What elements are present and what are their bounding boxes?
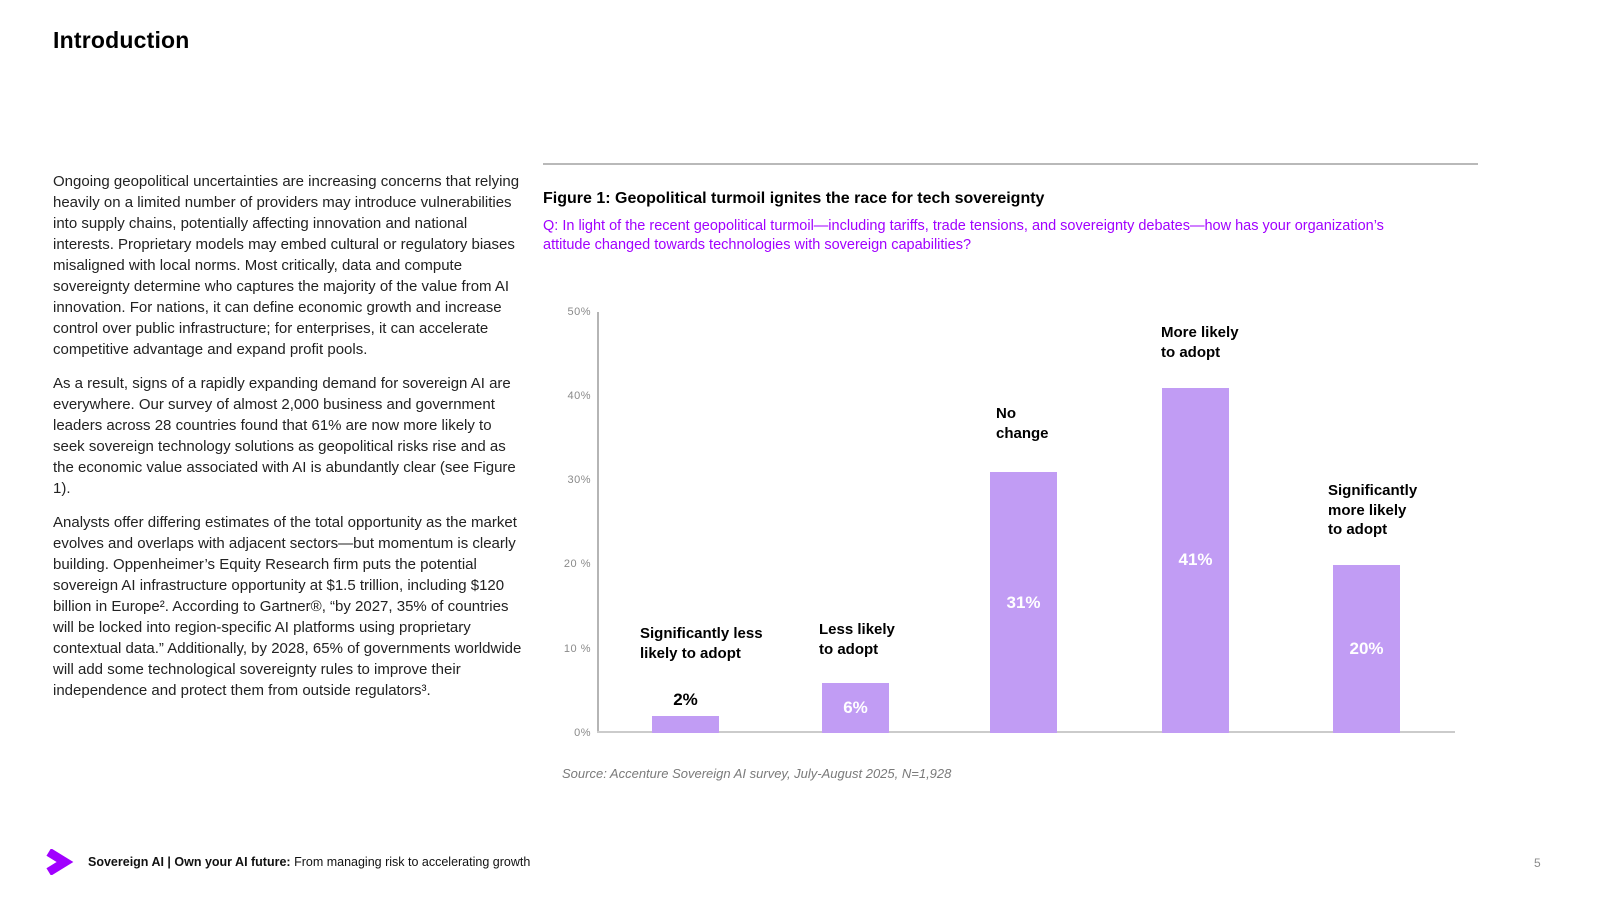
paragraph-2: As a result, signs of a rapidly expanding demand for sovereign AI are everywhere. Our survey of almost 2,000 business and government leaders across 28 countries found that 61% are now more likely to seek sovereign technology solutions as geopolitical risks rise and as the economic value associated with AI is abundantly clear (see Figure 1). [53,375,516,497]
page-title: Introduction [53,27,190,53]
footer-report-title-rest: From managing risk to accelerating growth [290,855,531,869]
figure-top-rule [543,163,1478,165]
y-tick-10: 10 % [563,643,591,655]
bar-chart [543,305,1463,737]
footer-report-title [88,855,530,869]
category-label-5: Significantly more likely to adopt [1328,482,1418,538]
paragraph-3: Analysts offer differing estimates of the total opportunity as the market evolves and overlaps with adjacent sectors—but momentum is clearly building. Oppenheimer’s Equity Research firm puts the potential sovereign AI infrastructure opportunity at $1.5 trillion, including $120 billion in Europe². According to Gartner®, “by 2027, 35% of countries will be locked into region-specific AI platforms using proprietary contextual data.” Additionally, by 2028, 65% of governments worldwide will add some technological sovereignty rules to improve their independence and protect them from outside regulators³. [53,514,522,699]
bar-value-label-5: 20% [1349,638,1384,658]
bar-value-label-1: 2% [673,690,698,709]
bar-value-label-4: 41% [1178,550,1213,570]
y-tick-0: 0% [574,727,591,739]
page-number: 5 [1534,856,1541,870]
category-label-2: Less likely to adopt [819,621,895,658]
figure-1 [543,163,1478,254]
page-footer [45,849,530,875]
bar-significantly-more-likely [1333,565,1400,733]
figure-question: Q: In light of the recent geopolitical turmoil—including tariffs, trade tensions, and sovereignty debates—how has your organization’s attitude changed towards technologies with sovereign capabilities? [543,218,1384,253]
figure-title: Figure 1: Geopolitical turmoil ignites the race for tech sovereignty [543,190,1045,207]
figure-source: Source: Accenture Sovereign AI survey, July-August 2025, N=1,928 [562,766,952,781]
paragraph-1: Ongoing geopolitical uncertainties are increasing concerns that relying heavily on a limited number of providers may introduce vulnerabilities into supply chains, potentially affecting innovation and national interests. Proprietary models may embed cultural or regulatory biases misaligned with local norms. Most critically, data and compute sovereignty determine who captures the majority of the value from AI innovation. For nations, it can define economic growth and increase control over public infrastructure; for enterprises, it can accelerate competitive advantage and expand profit pools. [53,173,520,358]
y-tick-50: 50% [567,306,591,318]
category-label-4: More likely to adopt [1161,324,1239,361]
bar-no-change [990,472,1057,733]
category-label-1: Significantly less likely to adopt [640,625,763,662]
bar-significantly-less-likely [652,716,719,733]
category-label-3: No change [996,405,1049,442]
footer-report-title-bold: Sovereign AI | Own your AI future: [88,855,291,869]
bar-less-likely [822,683,889,734]
y-tick-30: 30% [567,474,591,486]
bar-value-label-2: 6% [843,697,868,717]
bar-value-label-3: 31% [1006,592,1041,612]
y-tick-20: 20 % [563,558,591,570]
bar-more-likely [1162,388,1229,733]
accenture-chevron-icon [45,849,75,875]
y-axis-line [597,312,599,733]
y-tick-40: 40% [567,390,591,402]
body-text-column [53,171,523,714]
